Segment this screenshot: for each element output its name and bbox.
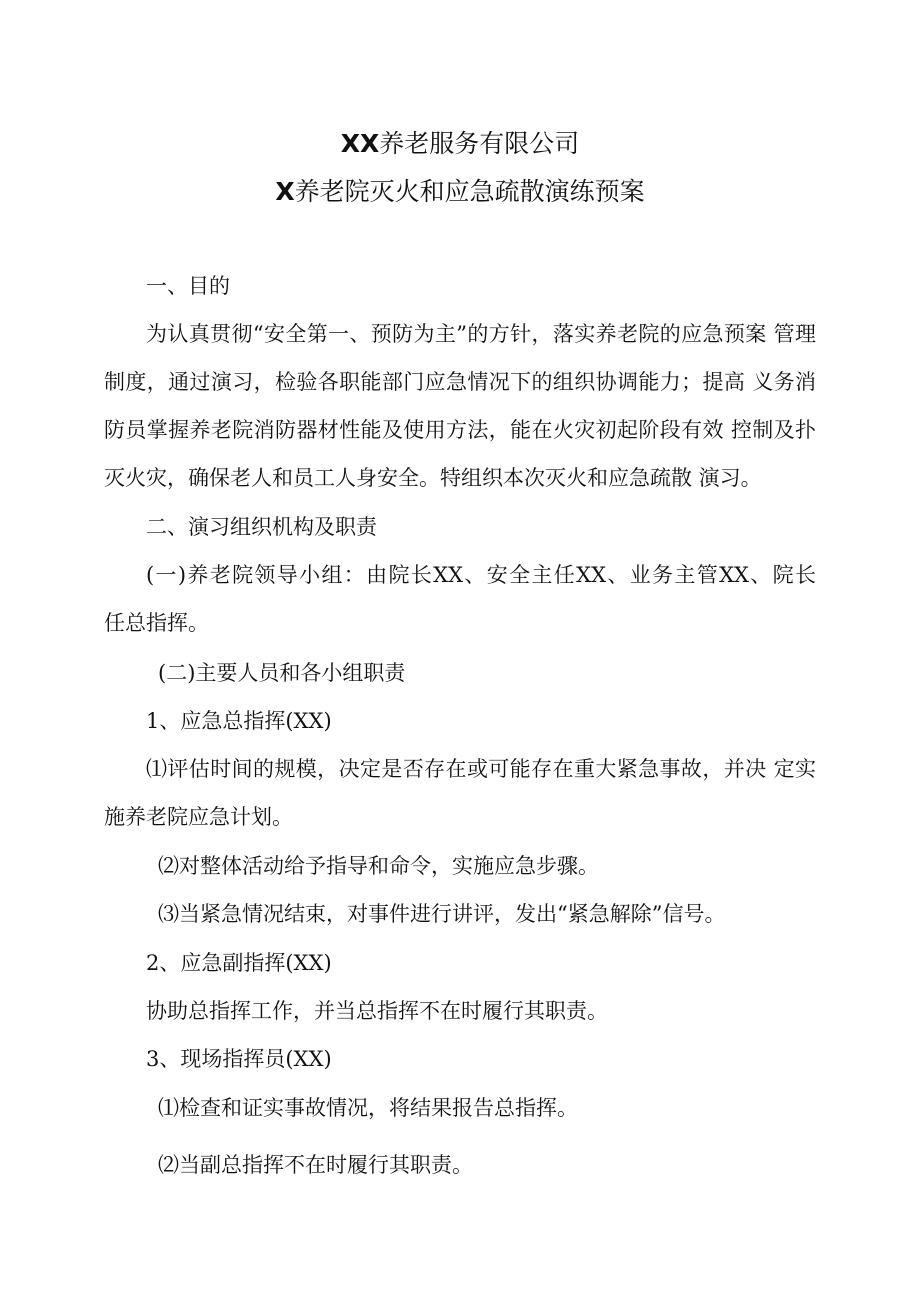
field-commander-duty-1: ⑴检查和证实事故情况，将结果报告总指挥。 bbox=[158, 1096, 578, 1120]
section-heading-organization: 二、演习组织机构及职责 bbox=[146, 515, 377, 539]
document-title bbox=[0, 176, 920, 208]
company-title-prefix: XX bbox=[340, 129, 380, 158]
commander-duty-1: ⑴评估时间的规模，决定是否存在或可能存在重大紧急事故，并决 定实施养老院应急计划。 bbox=[104, 757, 816, 829]
company-title bbox=[0, 128, 920, 160]
field-commander-duty-2: ⑵当副总指挥不在时履行其职责。 bbox=[158, 1153, 473, 1177]
purpose-paragraph: 为认真贯彻“安全第一、预防为主”的方针，落实养老院的应急预案 管理制度，通过演习，检验各职能部门应急情况下的组织协调能力；提高 义务消防员掌握养老院消防器材性能及使用方法，能在火灾初起阶段有效 控制及扑灭火灾，确保老人和员工人身安全。特组织本次灭火和应急疏散 演习。 bbox=[104, 322, 816, 490]
section-heading-purpose: 一、目的 bbox=[146, 274, 230, 298]
subsection-heading-roles: (二)主要人员和各小组职责 bbox=[158, 661, 406, 685]
company-title-text: 养老服务有限公司 bbox=[379, 129, 580, 158]
commander-duty-3: ⑶当紧急情况结束，对事件进行讲评，发出“紧急解除”信号。 bbox=[158, 902, 726, 926]
role-heading-commander: 1、应急总指挥(XX) bbox=[146, 709, 332, 733]
leadership-group-paragraph: (一)养老院领导小组：由院长XX、安全主任XX、业务主管XX、院长 任总指挥。 bbox=[104, 563, 837, 635]
document-title-text: 养老院灭火和应急疏散演练预案 bbox=[294, 177, 645, 206]
commander-duty-2: ⑵对整体活动给予指导和命令，实施应急步骤。 bbox=[158, 854, 599, 878]
deputy-duty: 协助总指挥工作，并当总指挥不在时履行其职责。 bbox=[146, 999, 608, 1023]
document-title-prefix: X bbox=[275, 177, 295, 206]
role-heading-deputy: 2、应急副指挥(XX) bbox=[146, 951, 332, 975]
role-heading-field-commander: 3、现场指挥员(XX) bbox=[146, 1047, 332, 1071]
